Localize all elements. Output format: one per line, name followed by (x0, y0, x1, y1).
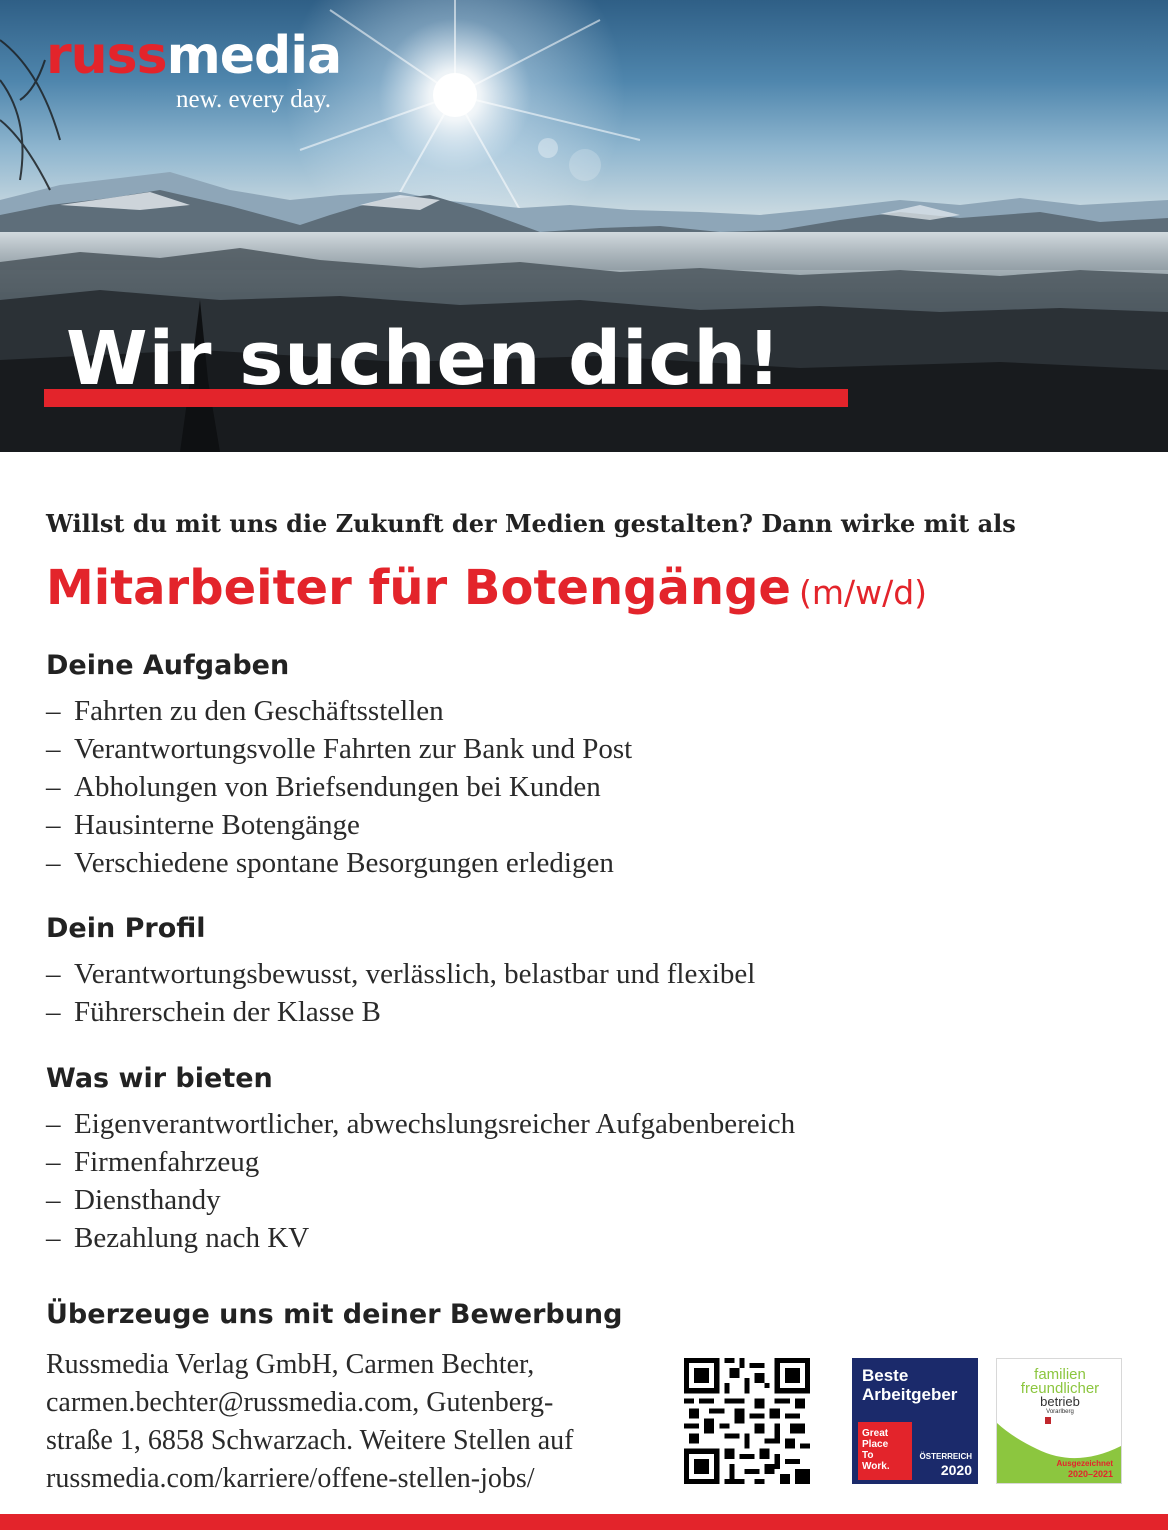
family-badge-line3: betrieb (1040, 1394, 1080, 1409)
contact-info (46, 1346, 656, 1498)
gptw-logo-text: Great Place To Work. (862, 1428, 890, 1472)
list-item: – Verschiedene spontane Besorgungen erledigen (46, 847, 614, 879)
contact-line: straße 1, 6858 Schwarzach. Weitere Stellen auf (46, 1425, 574, 1456)
list-item: – Abholungen von Briefsendungen bei Kunden (46, 771, 601, 803)
russmedia-logo (46, 26, 342, 86)
family-badge-line4: Vorarlberg (1046, 1409, 1074, 1415)
great-place-to-work-badge (852, 1358, 978, 1484)
list-item: – Verantwortungsbewusst, verlässlich, belastbar und flexibel (46, 958, 756, 990)
intro-text: Willst du mit uns die Zukunft der Medien gestalten? Dann wirke mit als (46, 509, 1016, 538)
offer-list (46, 1105, 795, 1257)
contact-line: Russmedia Verlag GmbH, Carmen Bechter, (46, 1349, 535, 1380)
family-badge-years: 2020–2021 (1067, 1469, 1113, 1479)
list-item: – Verantwortungsvolle Fahrten zur Bank und Post (46, 733, 633, 765)
section-title-tasks: Deine Aufgaben (46, 650, 290, 681)
family-badge-line1: familien (1034, 1366, 1086, 1383)
tagline: new. every day. (176, 86, 332, 113)
section-title-offer: Was wir bieten (46, 1063, 273, 1094)
gptw-year: 2020 (940, 1462, 972, 1478)
headline: Wir suchen dich! (66, 316, 782, 402)
list-item: – Diensthandy (46, 1184, 221, 1216)
tasks-list (46, 692, 632, 882)
section-title-application: Überzeuge uns mit deiner Bewerbung (46, 1299, 623, 1330)
job-title (46, 562, 927, 615)
profile-list (46, 955, 755, 1031)
family-badge-line2: freundlicher (1020, 1380, 1100, 1397)
family-friendly-badge (996, 1358, 1122, 1484)
family-badge-award: Ausgezeichnet (1056, 1459, 1113, 1468)
list-item: – Bezahlung nach KV (46, 1222, 310, 1254)
list-item: – Firmenfahrzeug (46, 1146, 260, 1178)
careers-link[interactable]: russmedia.com/karriere/offene-stellen-jobs/ (46, 1463, 535, 1494)
list-item: – Führerschein der Klasse B (46, 996, 381, 1028)
hero-banner (0, 0, 1168, 452)
job-title-suffix: (m/w/d) (798, 573, 928, 612)
bottom-accent-bar (0, 1514, 1168, 1530)
list-item: – Hausinterne Botengänge (46, 809, 360, 841)
section-title-profile: Dein Profil (46, 913, 206, 944)
gptw-title: Beste Arbeitgeber (862, 1366, 958, 1404)
qr-code[interactable] (684, 1358, 810, 1484)
gptw-country: ÖSTERREICH (919, 1452, 972, 1461)
list-item: – Fahrten zu den Geschäftsstellen (46, 695, 444, 727)
job-title-main: Mitarbeiter für Botengänge (46, 560, 791, 616)
contact-email-line[interactable]: carmen.bechter@russmedia.com, Gutenberg- (46, 1387, 554, 1418)
logo-russ: russ (46, 26, 167, 86)
logo-media: media (166, 26, 342, 86)
list-item: – Eigenverantwortlicher, abwechslungsreicher Aufgabenbereich (46, 1108, 796, 1140)
